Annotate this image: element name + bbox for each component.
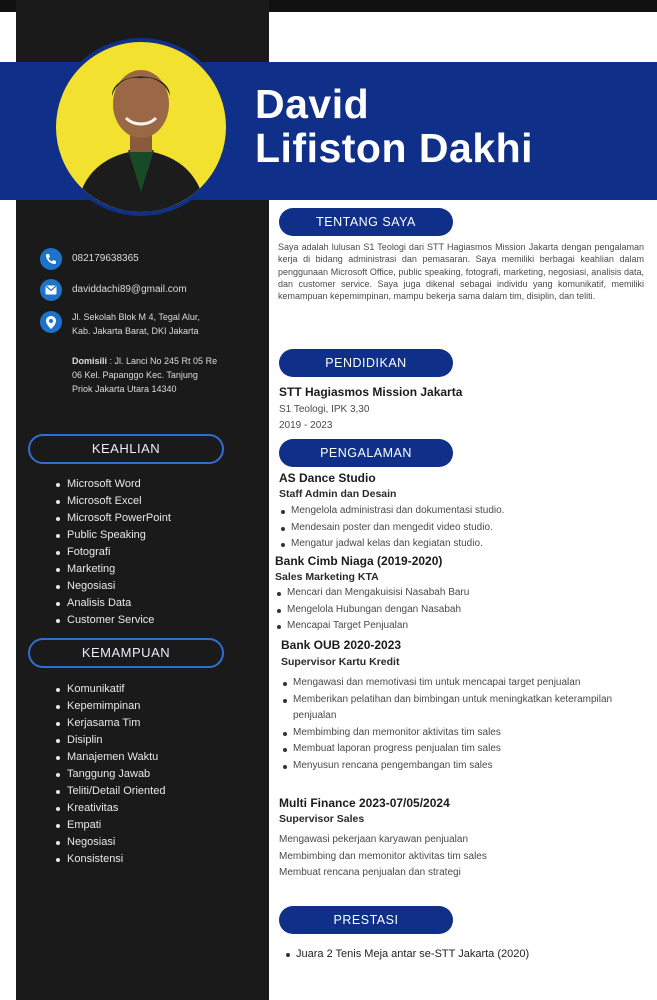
degree: S1 Teologi, IPK 3,30: [279, 404, 370, 415]
person-illustration: [56, 42, 226, 212]
skill-item: Fotografi: [56, 544, 171, 561]
ability-item: Disiplin: [56, 732, 165, 749]
job-organization: Multi Finance 2023-07/05/2024: [279, 796, 450, 810]
education-years: 2019 - 2023: [279, 420, 333, 431]
job-tasks: [283, 675, 643, 774]
ability-item: Kerjasama Tim: [56, 715, 165, 732]
profile-photo: [52, 38, 230, 216]
address: [72, 310, 200, 338]
abilities-list: [56, 681, 165, 868]
location-pin-icon: [40, 311, 62, 333]
skill-item: Microsoft PowerPoint: [56, 510, 171, 527]
domicile: [72, 354, 217, 396]
ability-item: Konsistensi: [56, 851, 165, 868]
job-role: Supervisor Sales: [279, 813, 365, 825]
task-item: Memberikan pelatihan dan bimbingan untuk meningkatkan keterampilan penjualan: [283, 692, 643, 725]
about-heading: TENTANG SAYA: [279, 208, 453, 236]
name-last: Lifiston Dakhi: [255, 125, 534, 171]
phone-icon: [40, 248, 62, 270]
ability-item: Empati: [56, 817, 165, 834]
job-role: Supervisor Kartu Kredit: [281, 656, 400, 668]
domicile-line: Priok Jakarta Utara 14340: [72, 384, 177, 394]
abilities-heading: KEMAMPUAN: [28, 638, 224, 668]
phone-number: 082179638365: [72, 253, 139, 264]
address-line: Kab. Jakarta Barat, DKI Jakarta: [72, 326, 199, 336]
domicile-line: : Jl. Lanci No 245 Rt 05 Re: [107, 356, 218, 366]
task-item: Membuat laporan progress penjualan tim sales: [283, 741, 643, 758]
domicile-line: 06 Kel. Papanggo Kec. Tanjung: [72, 370, 198, 380]
email-icon: [40, 279, 62, 301]
job-organization: Bank OUB 2020-2023: [281, 638, 402, 652]
job-role: Staff Admin dan Desain: [279, 488, 397, 500]
name-first: David: [255, 81, 370, 127]
ability-item: Teliti/Detail Oriented: [56, 783, 165, 800]
task-item: Mencapai Target Penjualan: [277, 618, 617, 635]
skills-heading: KEAHLIAN: [28, 434, 224, 464]
skill-item: Customer Service: [56, 612, 171, 629]
ability-item: Kepemimpinan: [56, 698, 165, 715]
task-item: Mencari dan Mengakuisisi Nasabah Baru: [277, 585, 617, 602]
skill-item: Public Speaking: [56, 527, 171, 544]
job-tasks: [277, 585, 617, 635]
skill-item: Microsoft Word: [56, 476, 171, 493]
task-line: Mengawasi pekerjaan karyawan penjualan: [279, 834, 469, 845]
full-name: [255, 82, 533, 170]
ability-item: Manajemen Waktu: [56, 749, 165, 766]
email-address: daviddachi89@gmail.com: [72, 284, 187, 295]
school-name: STT Hagiasmos Mission Jakarta: [279, 385, 463, 399]
task-item: Mengatur jadwal kelas dan kegiatan studio.: [281, 536, 621, 553]
education-heading: PENDIDIKAN: [279, 349, 453, 377]
task-line: Membimbing dan memonitor aktivitas tim sales: [279, 851, 487, 862]
achievement-item: Juara 2 Tenis Meja antar se-STT Jakarta (2020): [286, 946, 616, 963]
skills-list: [56, 476, 171, 629]
skill-item: Marketing: [56, 561, 171, 578]
task-item: Mengelola Hubungan dengan Nasabah: [277, 602, 617, 619]
task-item: Mengawasi dan memotivasi tim untuk mencapai target penjualan: [283, 675, 643, 692]
ability-item: Komunikatif: [56, 681, 165, 698]
job-tasks: [281, 503, 621, 553]
address-line: Jl. Sekolah Blok M 4, Tegal Alur,: [72, 312, 200, 322]
ability-item: Kreativitas: [56, 800, 165, 817]
task-item: Mendesain poster dan mengedit video studio.: [281, 520, 621, 537]
skill-item: Negosiasi: [56, 578, 171, 595]
task-item: Menyusun rencana pengembangan tim sales: [283, 758, 643, 775]
job-role: Sales Marketing KTA: [275, 571, 379, 583]
ability-item: Negosiasi: [56, 834, 165, 851]
ability-item: Tanggung Jawab: [56, 766, 165, 783]
experience-heading: PENGALAMAN: [279, 439, 453, 467]
task-item: Membimbing dan memonitor aktivitas tim sales: [283, 725, 643, 742]
job-organization: Bank Cimb Niaga (2019-2020): [275, 554, 443, 568]
achievements-list: [286, 946, 616, 963]
task-line: Membuat rencana penjualan dan strategi: [279, 867, 461, 878]
achievements-heading: PRESTASI: [279, 906, 453, 934]
skill-item: Analisis Data: [56, 595, 171, 612]
skill-item: Microsoft Excel: [56, 493, 171, 510]
about-text: Saya adalah lulusan S1 Teologi dari STT Hagiasmos Mission Jakarta dengan pengalaman kerja di bidang administrasi dan pemasaran. Saya memiliki berbagai keahlian dalam penggunaan Microsoft Office, public speaking, fotografi, marketing, negosiasi, analisis data, dan customer service. Saya juga dikenal sebagai individu yang komunikatif, memiliki kemampuan kepemimpinan, mampu bekerja sama dalam tim, disiplin, dan teliti.: [278, 242, 644, 302]
task-item: Mengelola administrasi dan dokumentasi studio.: [281, 503, 621, 520]
domicile-label: Domisili: [72, 356, 108, 366]
job-organization: AS Dance Studio: [279, 471, 376, 485]
